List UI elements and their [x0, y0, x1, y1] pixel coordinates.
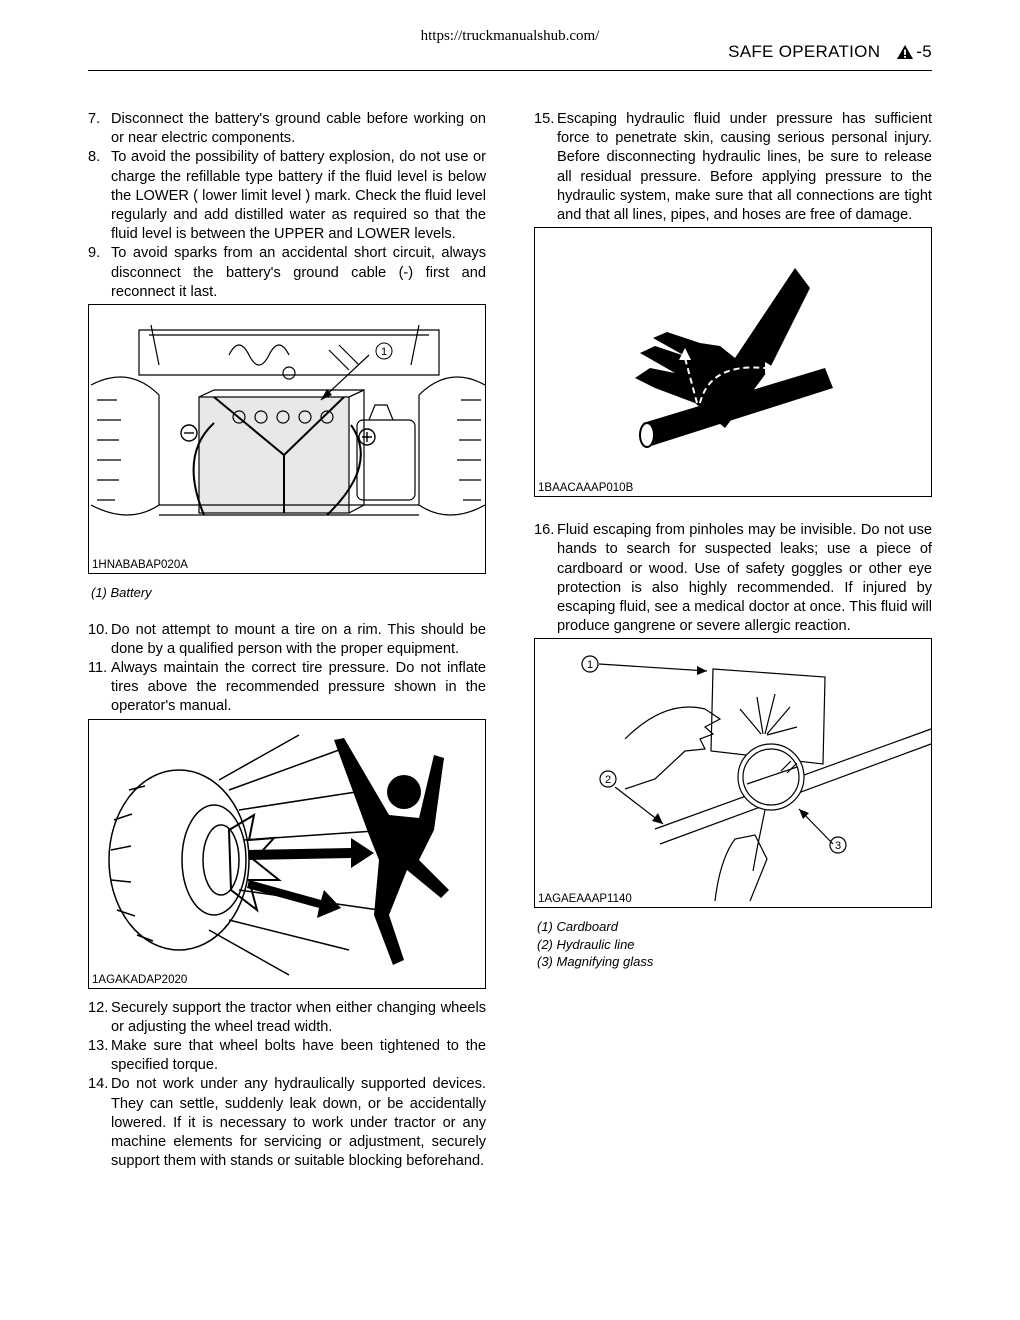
- header-rule: [88, 70, 932, 71]
- left-column: [88, 110, 486, 1171]
- caption-cardboard: (1) Cardboard: [537, 919, 618, 935]
- instruction-list: [88, 621, 486, 717]
- item-text: Do not attempt to mount a tire on a rim. This should be done by a qualified person with the proper equipment.: [111, 621, 486, 657]
- figure-id: 1AGAEAAAP1140: [538, 893, 632, 906]
- list-item: [88, 1075, 486, 1171]
- page-number: -5: [916, 42, 932, 61]
- hydraulic-injury-figure: [534, 227, 932, 497]
- battery-figure: [88, 304, 486, 574]
- item-number: 13.: [88, 1037, 109, 1054]
- item-number: 11.: [88, 659, 108, 676]
- list-item: [88, 999, 486, 1037]
- item-number: 8.: [88, 149, 101, 166]
- warning-triangle-icon: [896, 44, 914, 60]
- battery-illustration: [89, 305, 487, 573]
- caption-magnifying-glass: (3) Magnifying glass: [537, 954, 654, 970]
- list-item: [534, 521, 932, 636]
- item-text: Escaping hydraulic fluid under pressure has sufficient force to penetrate skin, causing serious personal injury. Before disconnecting hydraulic lines, be sure to release all residual pressure. Before applying pressure to the hydraulic system, make sure that all connections are tight and that all lines, pipes, and hoses are free of damage.: [557, 111, 932, 224]
- figure-id: 1BAACAAAP010B: [538, 482, 634, 495]
- item-number: 15.: [534, 111, 555, 127]
- item-text: Disconnect the battery's ground cable before working on or near electric components.: [111, 111, 486, 147]
- item-text: Make sure that wheel bolts have been tightened to the specified torque.: [111, 1037, 486, 1074]
- figure-id: 1HNABABAP020A: [92, 559, 188, 572]
- instruction-list: [534, 110, 932, 225]
- item-number: 7.: [88, 111, 101, 127]
- instruction-list: [88, 110, 486, 302]
- page-header: [728, 42, 932, 62]
- battery-callout: 1: [380, 346, 388, 359]
- figure-caption: [88, 584, 486, 602]
- item-number: 9.: [88, 245, 101, 262]
- figure-id: 1AGAKADAP2020: [92, 973, 188, 986]
- list-item: [88, 244, 486, 302]
- list-item: [88, 110, 486, 148]
- caption-battery: (1) Battery: [91, 585, 152, 601]
- hydraulic-line-callout: 2: [604, 774, 612, 787]
- section-title: SAFE OPERATION: [728, 42, 881, 61]
- tire-explosion-illustration: [89, 720, 487, 988]
- instruction-list: [88, 999, 486, 1172]
- leak-check-illustration: [535, 639, 933, 907]
- leak-check-figure: [534, 638, 932, 908]
- list-item: [88, 1037, 486, 1075]
- magnifying-glass-callout: 3: [834, 840, 842, 853]
- list-item: [88, 659, 486, 717]
- item-text: To avoid sparks from an accidental short circuit, always disconnect the battery's ground cable (-) first and reconnect it last.: [111, 245, 486, 300]
- cardboard-callout: 1: [586, 659, 594, 672]
- item-number: 16.: [534, 522, 555, 539]
- fluid-penetration-illustration: [535, 228, 933, 496]
- item-text: Do not work under any hydraulically supported devices. They can settle, suddenly leak down, or be accidentally lowered. If it is necessary to work under tractor or any machine elements for servicing or adjustment, securely support them with stands or suitable blocking beforehand.: [111, 1076, 486, 1170]
- item-number: 10.: [88, 621, 109, 638]
- caption-hydraulic-line: (2) Hydraulic line: [537, 936, 635, 952]
- figure-caption: [534, 918, 932, 971]
- item-number: 12.: [88, 999, 109, 1016]
- source-url[interactable]: https://truckmanualshub.com/: [420, 28, 600, 44]
- list-item: [88, 148, 486, 244]
- right-column: [534, 110, 932, 971]
- item-text: Always maintain the correct tire pressure. Do not inflate tires above the recommended pressure shown in the operator's manual.: [111, 659, 486, 715]
- item-text: Securely support the tractor when either changing wheels or adjusting the wheel tread width.: [111, 999, 486, 1035]
- item-number: 14.: [88, 1076, 109, 1093]
- instruction-list: [534, 521, 932, 636]
- list-item: [534, 110, 932, 225]
- item-text: Fluid escaping from pinholes may be invisible. Do not use hands to search for suspected leaks; use a piece of cardboard or wood. Use of safety goggles or other eye protection is also highly recommended. If injured by escaping fluid, see a medical doctor at once. This fluid will produce gangrene or severe allergic reaction.: [557, 522, 932, 635]
- item-text: To avoid the possibility of battery explosion, do not use or charge the refillable type battery if the fluid level is below the LOWER ( lower limit level ) mark. Check the fluid level regularly and add distilled water as required so that the fluid level is between the UPPER and LOWER levels.: [111, 149, 486, 243]
- tire-explosion-figure: [88, 719, 486, 989]
- list-item: [88, 621, 486, 659]
